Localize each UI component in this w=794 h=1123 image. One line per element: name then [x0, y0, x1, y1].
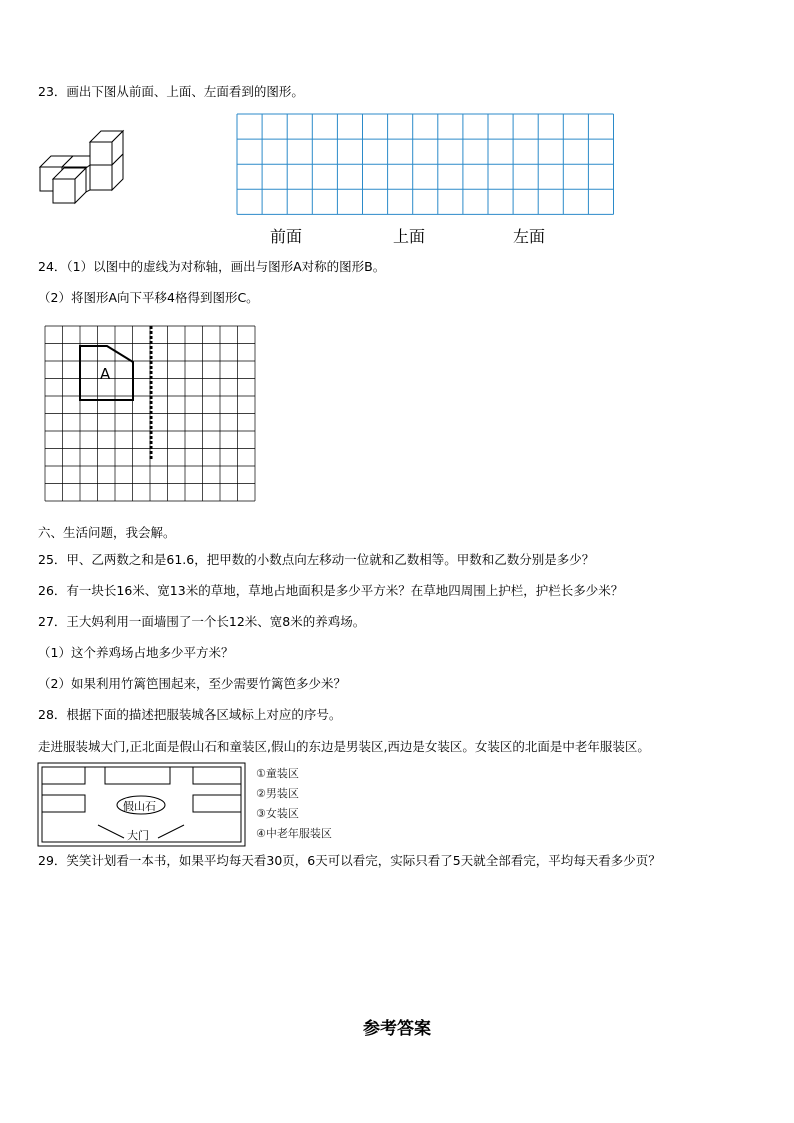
answer-key-title: 参考答案 — [363, 1019, 431, 1039]
q23-drawing-grid[interactable] — [237, 114, 614, 214]
q27-text: 27．王大妈利用一面墙围了一个长12米、宽8米的养鸡场。 — [38, 614, 366, 629]
shape-a-label: A — [100, 365, 111, 383]
q27-sub2: （2）如果利用竹篱笆围起来，至少需要竹篱笆多少米？ — [38, 676, 346, 691]
map-area-middle-right — [193, 795, 241, 812]
q24-line1: 24．（1）以图中的虚线为对称轴，画出与图形A对称的图形B。 — [38, 259, 386, 274]
legend-item-3: ③女装区 — [256, 807, 299, 820]
q23-text: 23．画出下图从前面、上面、左面看到的图形。 — [38, 84, 304, 99]
map-area-top-center — [105, 767, 170, 784]
map-area-top-left — [42, 767, 85, 784]
q28-text: 28．根据下面的描述把服装城各区域标上对应的序号。 — [38, 707, 342, 722]
q29-text: 29．笑笑计划看一本书，如果平均每天看30页，6天可以看完，实际只看了5天就全部看完，平均每天看多少页？ — [38, 853, 661, 868]
q26-text: 26．有一块长16米、宽13米的草地，草地占地面积是多少平方米？在草地四周围上护栏，护栏长多少米？ — [38, 583, 624, 598]
map-area-middle-left — [42, 795, 85, 812]
q28-description: 走进服装城大门,正北面是假山石和童装区,假山的东边是男装区,西边是女装区。女装区的北面是中老年服装区。 — [38, 739, 650, 754]
section-6-heading: 六、生活问题，我会解。 — [38, 525, 176, 540]
legend-item-2: ②男装区 — [256, 787, 299, 800]
map-area-top-right — [193, 767, 241, 784]
label-top: 上面 — [393, 227, 426, 246]
legend-item-4: ④中老年服装区 — [256, 827, 332, 840]
q24-line2: （2）将图形A向下平移4格得到图形C。 — [38, 290, 259, 305]
label-front: 前面 — [270, 227, 303, 246]
q27-sub1: （1）这个养鸡场占地多少平方米？ — [38, 645, 234, 660]
rockery-label: 假山石 — [123, 800, 156, 813]
gate-label: 大门 — [127, 829, 149, 842]
cube-figure — [40, 131, 123, 203]
label-left: 左面 — [513, 227, 546, 246]
q25-text: 25．甲、乙两数之和是61.6，把甲数的小数点向左移动一位就和乙数相等。甲数和乙数分别是多少？ — [38, 552, 595, 567]
legend-item-1: ①童装区 — [256, 767, 299, 780]
